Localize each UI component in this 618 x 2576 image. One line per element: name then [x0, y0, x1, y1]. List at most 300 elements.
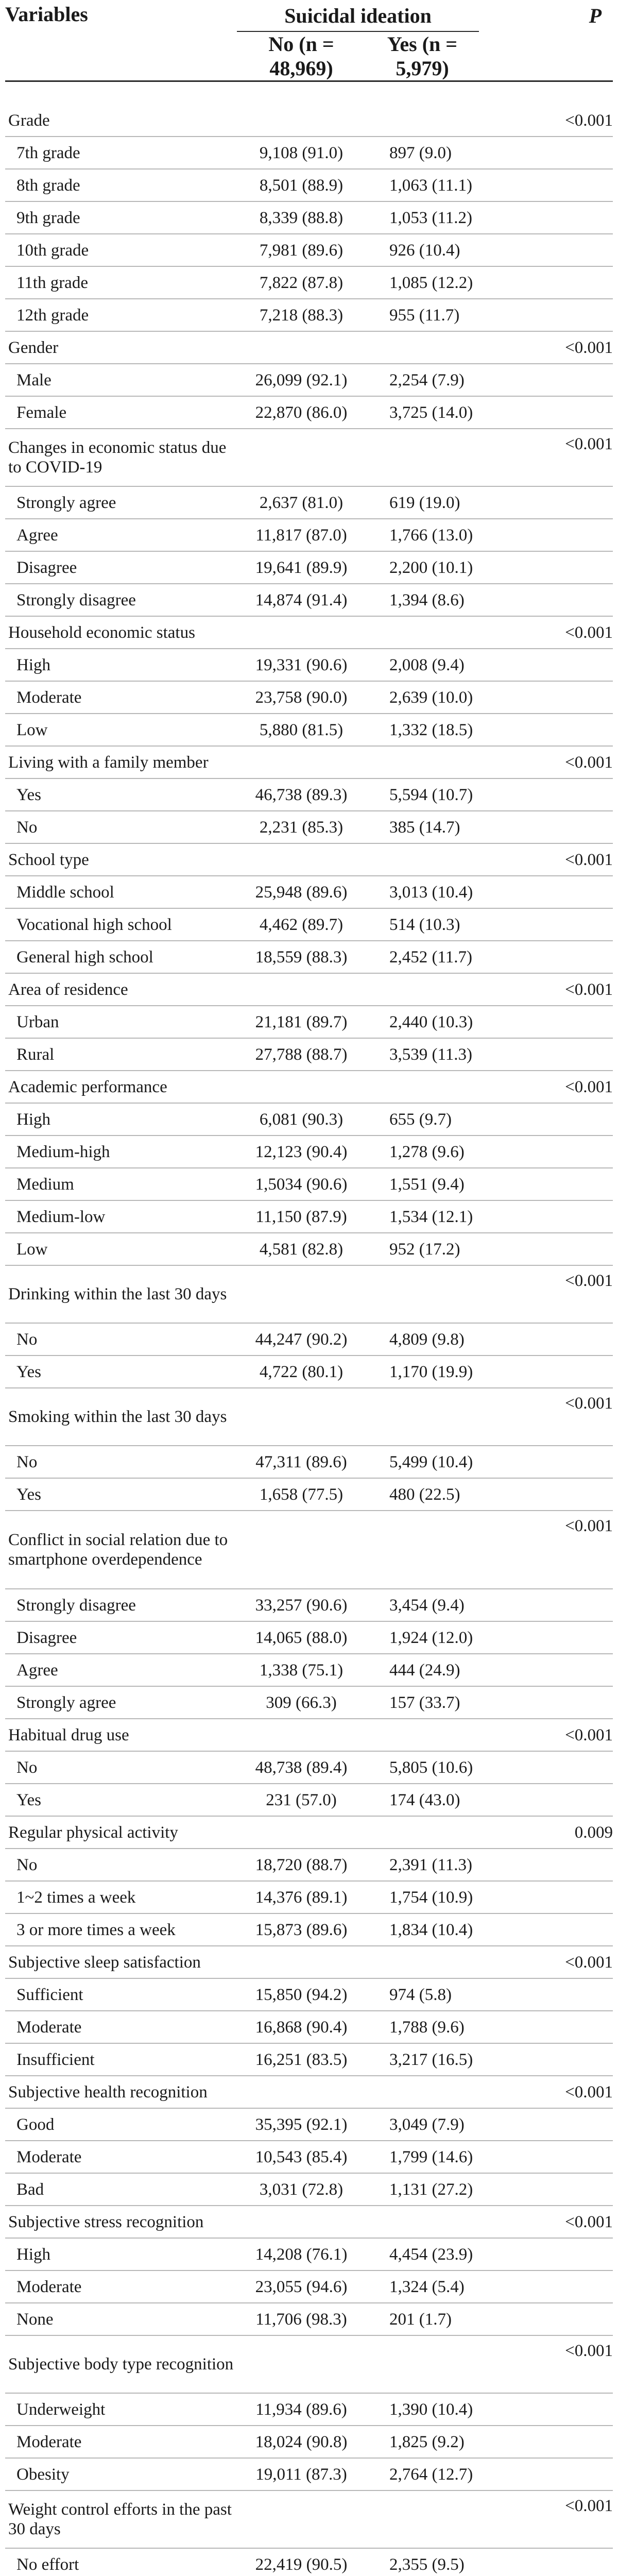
yes-value: 1,825 (9.2): [366, 2426, 479, 2458]
row-label: No: [5, 1323, 237, 1355]
header-row-top: [5, 0, 613, 31]
category-row: [5, 843, 613, 876]
table-row: [5, 2303, 613, 2335]
table-row: [5, 649, 613, 681]
table-row: [5, 876, 613, 908]
table-row: [5, 201, 613, 234]
p-value-header: P: [589, 4, 602, 27]
p-value: [479, 2393, 613, 2426]
yes-value: 1,085 (12.2): [366, 266, 479, 299]
row-label: Moderate: [5, 2011, 237, 2043]
row-label: 10th grade: [5, 234, 237, 266]
p-value: [479, 1654, 613, 1686]
no-value: [237, 746, 366, 778]
no-value: 9,108 (91.0): [237, 137, 366, 169]
p-value: [479, 908, 613, 941]
row-label: Medium-low: [5, 1200, 237, 1233]
no-value: 11,817 (87.0): [237, 519, 366, 551]
no-value: 4,581 (82.8): [237, 1233, 366, 1265]
row-label: Yes: [5, 1478, 237, 1511]
no-value: 1,338 (75.1): [237, 1654, 366, 1686]
row-label: Smoking within the last 30 days: [5, 1388, 237, 1446]
category-row: [5, 1071, 613, 1103]
yes-value: 1,131 (27.2): [366, 2173, 479, 2206]
row-label: Underweight: [5, 2393, 237, 2426]
yes-value: [366, 1071, 479, 1103]
p-value: <0.001: [479, 2206, 613, 2238]
p-value: [479, 2011, 613, 2043]
p-value: [479, 1686, 613, 1719]
table-row: [5, 1478, 613, 1511]
category-row: [5, 746, 613, 778]
p-value: [479, 2548, 613, 2576]
yes-value: [366, 105, 479, 137]
no-value: 1,658 (77.5): [237, 1478, 366, 1511]
no-value: 4,722 (80.1): [237, 1355, 366, 1388]
yes-value: 655 (9.7): [366, 1103, 479, 1136]
yes-value: [366, 746, 479, 778]
row-label: Subjective sleep satisfaction: [5, 1946, 237, 1978]
yes-value: [366, 1388, 479, 1446]
table-row: [5, 1881, 613, 1913]
no-value: [237, 616, 366, 649]
no-value: 46,738 (89.3): [237, 778, 366, 811]
category-row: [5, 2206, 613, 2238]
p-value: [479, 876, 613, 908]
no-value: 7,981 (89.6): [237, 234, 366, 266]
p-value: [479, 2238, 613, 2270]
no-value: 22,870 (86.0): [237, 396, 366, 429]
row-label: School type: [5, 843, 237, 876]
p-value: <0.001: [479, 1388, 613, 1446]
row-label: Strongly agree: [5, 1686, 237, 1719]
category-row: [5, 1719, 613, 1751]
table-row: [5, 584, 613, 616]
yes-value: 955 (11.7): [366, 299, 479, 331]
p-value: [479, 1323, 613, 1355]
yes-value: 2,200 (10.1): [366, 551, 479, 584]
p-value: [479, 714, 613, 746]
table-row: [5, 2141, 613, 2173]
category-row: [5, 1388, 613, 1446]
no-value: [237, 81, 366, 105]
yes-value: [366, 2335, 479, 2393]
table-row: [5, 2173, 613, 2206]
row-label: Regular physical activity: [5, 1816, 237, 1849]
table-row: [5, 2393, 613, 2426]
no-value: 19,331 (90.6): [237, 649, 366, 681]
table-row: [5, 1589, 613, 1621]
table-row: [5, 1168, 613, 1200]
no-value: [237, 1816, 366, 1849]
category-row: [5, 973, 613, 1006]
yes-value: [366, 1719, 479, 1751]
spacer-row: [5, 81, 613, 105]
no-value: 2,231 (85.3): [237, 811, 366, 843]
p-value: [479, 1478, 613, 1511]
no-value: 19,641 (89.9): [237, 551, 366, 584]
no-value: 48,738 (89.4): [237, 1751, 366, 1784]
p-value: [479, 266, 613, 299]
p-value: <0.001: [479, 2490, 613, 2548]
no-value: 1,5034 (90.6): [237, 1168, 366, 1200]
yes-value: 444 (24.9): [366, 1654, 479, 1686]
yes-value: 1,170 (19.9): [366, 1355, 479, 1388]
table-row: [5, 1323, 613, 1355]
p-value: <0.001: [479, 616, 613, 649]
yes-value: 4,809 (9.8): [366, 1323, 479, 1355]
yes-value: 1,551 (9.4): [366, 1168, 479, 1200]
yes-value: 1,053 (11.2): [366, 201, 479, 234]
no-value: 14,065 (88.0): [237, 1621, 366, 1654]
row-label: 12th grade: [5, 299, 237, 331]
row-label: Agree: [5, 519, 237, 551]
row-label: Insufficient: [5, 2043, 237, 2076]
row-label: Weight control efforts in the past 30 days: [5, 2490, 237, 2548]
table-row: [5, 364, 613, 396]
no-value: 44,247 (90.2): [237, 1323, 366, 1355]
table-row: [5, 778, 613, 811]
no-value: 10,543 (85.4): [237, 2141, 366, 2173]
table-row: [5, 941, 613, 973]
yes-value: 1,332 (18.5): [366, 714, 479, 746]
yes-value: 157 (33.7): [366, 1686, 479, 1719]
p-value: 0.009: [479, 1816, 613, 1849]
table-row: [5, 1784, 613, 1816]
row-label: Low: [5, 1233, 237, 1265]
row-label: High: [5, 2238, 237, 2270]
p-value: [479, 1168, 613, 1200]
p-column-spacer: [479, 31, 613, 81]
row-label: Strongly agree: [5, 486, 237, 519]
table-row: [5, 2458, 613, 2490]
p-value: [479, 1233, 613, 1265]
data-table: [5, 0, 613, 2576]
row-label: High: [5, 649, 237, 681]
p-value: [479, 396, 613, 429]
table-row: [5, 1913, 613, 1946]
yes-value: 1,063 (11.1): [366, 169, 479, 201]
table-body: [5, 81, 613, 2576]
row-label: Gender: [5, 331, 237, 364]
no-value: 27,788 (88.7): [237, 1038, 366, 1071]
table-row: [5, 681, 613, 714]
p-value: <0.001: [479, 746, 613, 778]
no-value: 14,874 (91.4): [237, 584, 366, 616]
no-value: [237, 2076, 366, 2108]
p-value: [479, 1751, 613, 1784]
no-value: [237, 2490, 366, 2548]
no-value: 35,395 (92.1): [237, 2108, 366, 2141]
row-label: Yes: [5, 1784, 237, 1816]
p-value: [479, 1881, 613, 1913]
no-value: 47,311 (89.6): [237, 1446, 366, 1478]
row-label: Sufficient: [5, 1978, 237, 2011]
row-label: Disagree: [5, 551, 237, 584]
p-value: <0.001: [479, 1071, 613, 1103]
table-row: [5, 2426, 613, 2458]
p-value: [479, 811, 613, 843]
table-row: [5, 1751, 613, 1784]
no-value: 4,462 (89.7): [237, 908, 366, 941]
p-value: [479, 2303, 613, 2335]
row-label: Conflict in social relation due to smartphone overdependence: [5, 1511, 237, 1589]
p-value: [479, 137, 613, 169]
no-value: 16,251 (83.5): [237, 2043, 366, 2076]
p-value: [479, 1103, 613, 1136]
row-label: Bad: [5, 2173, 237, 2206]
row-label: No: [5, 811, 237, 843]
yes-value: 1,390 (10.4): [366, 2393, 479, 2426]
row-label: Subjective body type recognition: [5, 2335, 237, 2393]
row-label: Strongly disagree: [5, 584, 237, 616]
yes-column-header: Yes (n = 5,979): [366, 31, 479, 81]
no-value: 14,376 (89.1): [237, 1881, 366, 1913]
row-label: Male: [5, 364, 237, 396]
row-label: Medium: [5, 1168, 237, 1200]
p-value: [479, 201, 613, 234]
no-value: 7,822 (87.8): [237, 266, 366, 299]
yes-value: 4,454 (23.9): [366, 2238, 479, 2270]
yes-value: 5,805 (10.6): [366, 1751, 479, 1784]
yes-value: 385 (14.7): [366, 811, 479, 843]
table-row: [5, 714, 613, 746]
row-label: Living with a family member: [5, 746, 237, 778]
row-label: Low: [5, 714, 237, 746]
row-label: Moderate: [5, 2426, 237, 2458]
row-label: Drinking within the last 30 days: [5, 1265, 237, 1323]
table-row: [5, 1006, 613, 1038]
category-row: [5, 2335, 613, 2393]
no-value: [237, 429, 366, 486]
table-row: [5, 266, 613, 299]
category-row: [5, 105, 613, 137]
row-label: High: [5, 1103, 237, 1136]
table-row: [5, 1355, 613, 1388]
p-value: <0.001: [479, 2076, 613, 2108]
table-row: [5, 1233, 613, 1265]
no-value: [237, 105, 366, 137]
yes-value: 1,278 (9.6): [366, 1136, 479, 1168]
yes-value: 3,049 (7.9): [366, 2108, 479, 2141]
p-value: [479, 1200, 613, 1233]
p-value: [479, 486, 613, 519]
table-row: [5, 299, 613, 331]
p-value: [479, 299, 613, 331]
table-row: [5, 1654, 613, 1686]
no-value: 3,031 (72.8): [237, 2173, 366, 2206]
yes-value: [366, 2206, 479, 2238]
no-value: [237, 2335, 366, 2393]
yes-value: [366, 843, 479, 876]
p-value: <0.001: [479, 429, 613, 486]
yes-value: 3,725 (14.0): [366, 396, 479, 429]
row-label: Area of residence: [5, 973, 237, 1006]
no-value: 231 (57.0): [237, 1784, 366, 1816]
table-row: [5, 1686, 613, 1719]
no-value: 23,055 (94.6): [237, 2270, 366, 2303]
no-value: 16,868 (90.4): [237, 2011, 366, 2043]
table-row: [5, 1103, 613, 1136]
suicidal-ideation-header: Suicidal ideation: [237, 0, 479, 31]
row-label: 3 or more times a week: [5, 1913, 237, 1946]
yes-value: 2,452 (11.7): [366, 941, 479, 973]
table-row: [5, 1446, 613, 1478]
p-value: [479, 1913, 613, 1946]
no-value: [237, 1265, 366, 1323]
p-value: <0.001: [479, 843, 613, 876]
row-label: 1~2 times a week: [5, 1881, 237, 1913]
yes-value: 3,013 (10.4): [366, 876, 479, 908]
table-row: [5, 234, 613, 266]
table-row: [5, 137, 613, 169]
no-value: 309 (66.3): [237, 1686, 366, 1719]
row-label: [5, 81, 237, 105]
table-row: [5, 1136, 613, 1168]
no-value: 8,501 (88.9): [237, 169, 366, 201]
yes-value: 926 (10.4): [366, 234, 479, 266]
row-label: 7th grade: [5, 137, 237, 169]
table-row: [5, 396, 613, 429]
row-label: Household economic status: [5, 616, 237, 649]
p-value: [479, 2458, 613, 2490]
p-value: [479, 1589, 613, 1621]
p-value: [479, 519, 613, 551]
table-row: [5, 169, 613, 201]
yes-value: 3,539 (11.3): [366, 1038, 479, 1071]
table-row: [5, 811, 613, 843]
p-value: [479, 1136, 613, 1168]
row-label: Grade: [5, 105, 237, 137]
yes-value: 2,355 (9.5): [366, 2548, 479, 2576]
no-value: [237, 2206, 366, 2238]
no-value: [237, 1071, 366, 1103]
yes-value: [366, 1511, 479, 1589]
no-value: 11,150 (87.9): [237, 1200, 366, 1233]
yes-value: 3,454 (9.4): [366, 1589, 479, 1621]
no-value: 26,099 (92.1): [237, 364, 366, 396]
p-value: [479, 1784, 613, 1816]
yes-value: 2,254 (7.9): [366, 364, 479, 396]
no-value: 18,024 (90.8): [237, 2426, 366, 2458]
row-label: Medium-high: [5, 1136, 237, 1168]
row-label: Rural: [5, 1038, 237, 1071]
no-value: 14,208 (76.1): [237, 2238, 366, 2270]
p-value: [479, 1621, 613, 1654]
table-row: [5, 2238, 613, 2270]
no-value: [237, 331, 366, 364]
yes-value: [366, 2076, 479, 2108]
table-row: [5, 1038, 613, 1071]
category-row: [5, 429, 613, 486]
category-row: [5, 2490, 613, 2548]
table-row: [5, 908, 613, 941]
p-value: <0.001: [479, 331, 613, 364]
p-value: [479, 941, 613, 973]
yes-value: 619 (19.0): [366, 486, 479, 519]
table-row: [5, 1621, 613, 1654]
no-value: 25,948 (89.6): [237, 876, 366, 908]
table-row: [5, 2011, 613, 2043]
no-value: 5,880 (81.5): [237, 714, 366, 746]
p-value: [479, 2108, 613, 2141]
no-value: [237, 1388, 366, 1446]
no-value: [237, 843, 366, 876]
p-value: [479, 2173, 613, 2206]
no-value: [237, 973, 366, 1006]
yes-value: [366, 1816, 479, 1849]
row-label: Moderate: [5, 681, 237, 714]
yes-value: 5,594 (10.7): [366, 778, 479, 811]
category-row: [5, 2076, 613, 2108]
yes-value: 1,534 (12.1): [366, 1200, 479, 1233]
yes-value: [366, 1265, 479, 1323]
yes-value: 1,834 (10.4): [366, 1913, 479, 1946]
no-column-header: No (n = 48,969): [237, 31, 366, 81]
table-row: [5, 2043, 613, 2076]
row-label: Yes: [5, 1355, 237, 1388]
yes-value: 480 (22.5): [366, 1478, 479, 1511]
no-value: [237, 1511, 366, 1589]
p-value: [479, 2426, 613, 2458]
category-row: [5, 331, 613, 364]
variables-header: Variables: [5, 0, 237, 81]
no-value: 6,081 (90.3): [237, 1103, 366, 1136]
no-value: 15,873 (89.6): [237, 1913, 366, 1946]
no-value: 23,758 (90.0): [237, 681, 366, 714]
p-value: [479, 234, 613, 266]
p-value: <0.001: [479, 1265, 613, 1323]
p-value: [479, 81, 613, 105]
yes-value: 514 (10.3): [366, 908, 479, 941]
category-row: [5, 616, 613, 649]
row-label: Changes in economic status due to COVID-19: [5, 429, 237, 486]
row-label: Moderate: [5, 2141, 237, 2173]
p-value: [479, 2043, 613, 2076]
yes-value: 2,639 (10.0): [366, 681, 479, 714]
row-label: Subjective health recognition: [5, 2076, 237, 2108]
row-label: Female: [5, 396, 237, 429]
yes-value: 201 (1.7): [366, 2303, 479, 2335]
yes-value: 174 (43.0): [366, 1784, 479, 1816]
yes-value: 2,440 (10.3): [366, 1006, 479, 1038]
row-label: 11th grade: [5, 266, 237, 299]
p-value: [479, 1446, 613, 1478]
category-row: [5, 1511, 613, 1589]
row-label: No: [5, 1446, 237, 1478]
no-value: 19,011 (87.3): [237, 2458, 366, 2490]
row-label: 9th grade: [5, 201, 237, 234]
row-label: No: [5, 1751, 237, 1784]
no-value: [237, 1719, 366, 1751]
table-row: [5, 2270, 613, 2303]
yes-value: 974 (5.8): [366, 1978, 479, 2011]
p-value: <0.001: [479, 1946, 613, 1978]
p-value: <0.001: [479, 2335, 613, 2393]
row-label: Middle school: [5, 876, 237, 908]
p-value: [479, 1849, 613, 1881]
p-value: [479, 364, 613, 396]
no-value: 2,637 (81.0): [237, 486, 366, 519]
p-value: [479, 1355, 613, 1388]
no-value: 21,181 (89.7): [237, 1006, 366, 1038]
yes-value: 1,394 (8.6): [366, 584, 479, 616]
yes-value: 1,799 (14.6): [366, 2141, 479, 2173]
row-label: Yes: [5, 778, 237, 811]
yes-value: 5,499 (10.4): [366, 1446, 479, 1478]
yes-value: 1,788 (9.6): [366, 2011, 479, 2043]
no-value: 18,720 (88.7): [237, 1849, 366, 1881]
